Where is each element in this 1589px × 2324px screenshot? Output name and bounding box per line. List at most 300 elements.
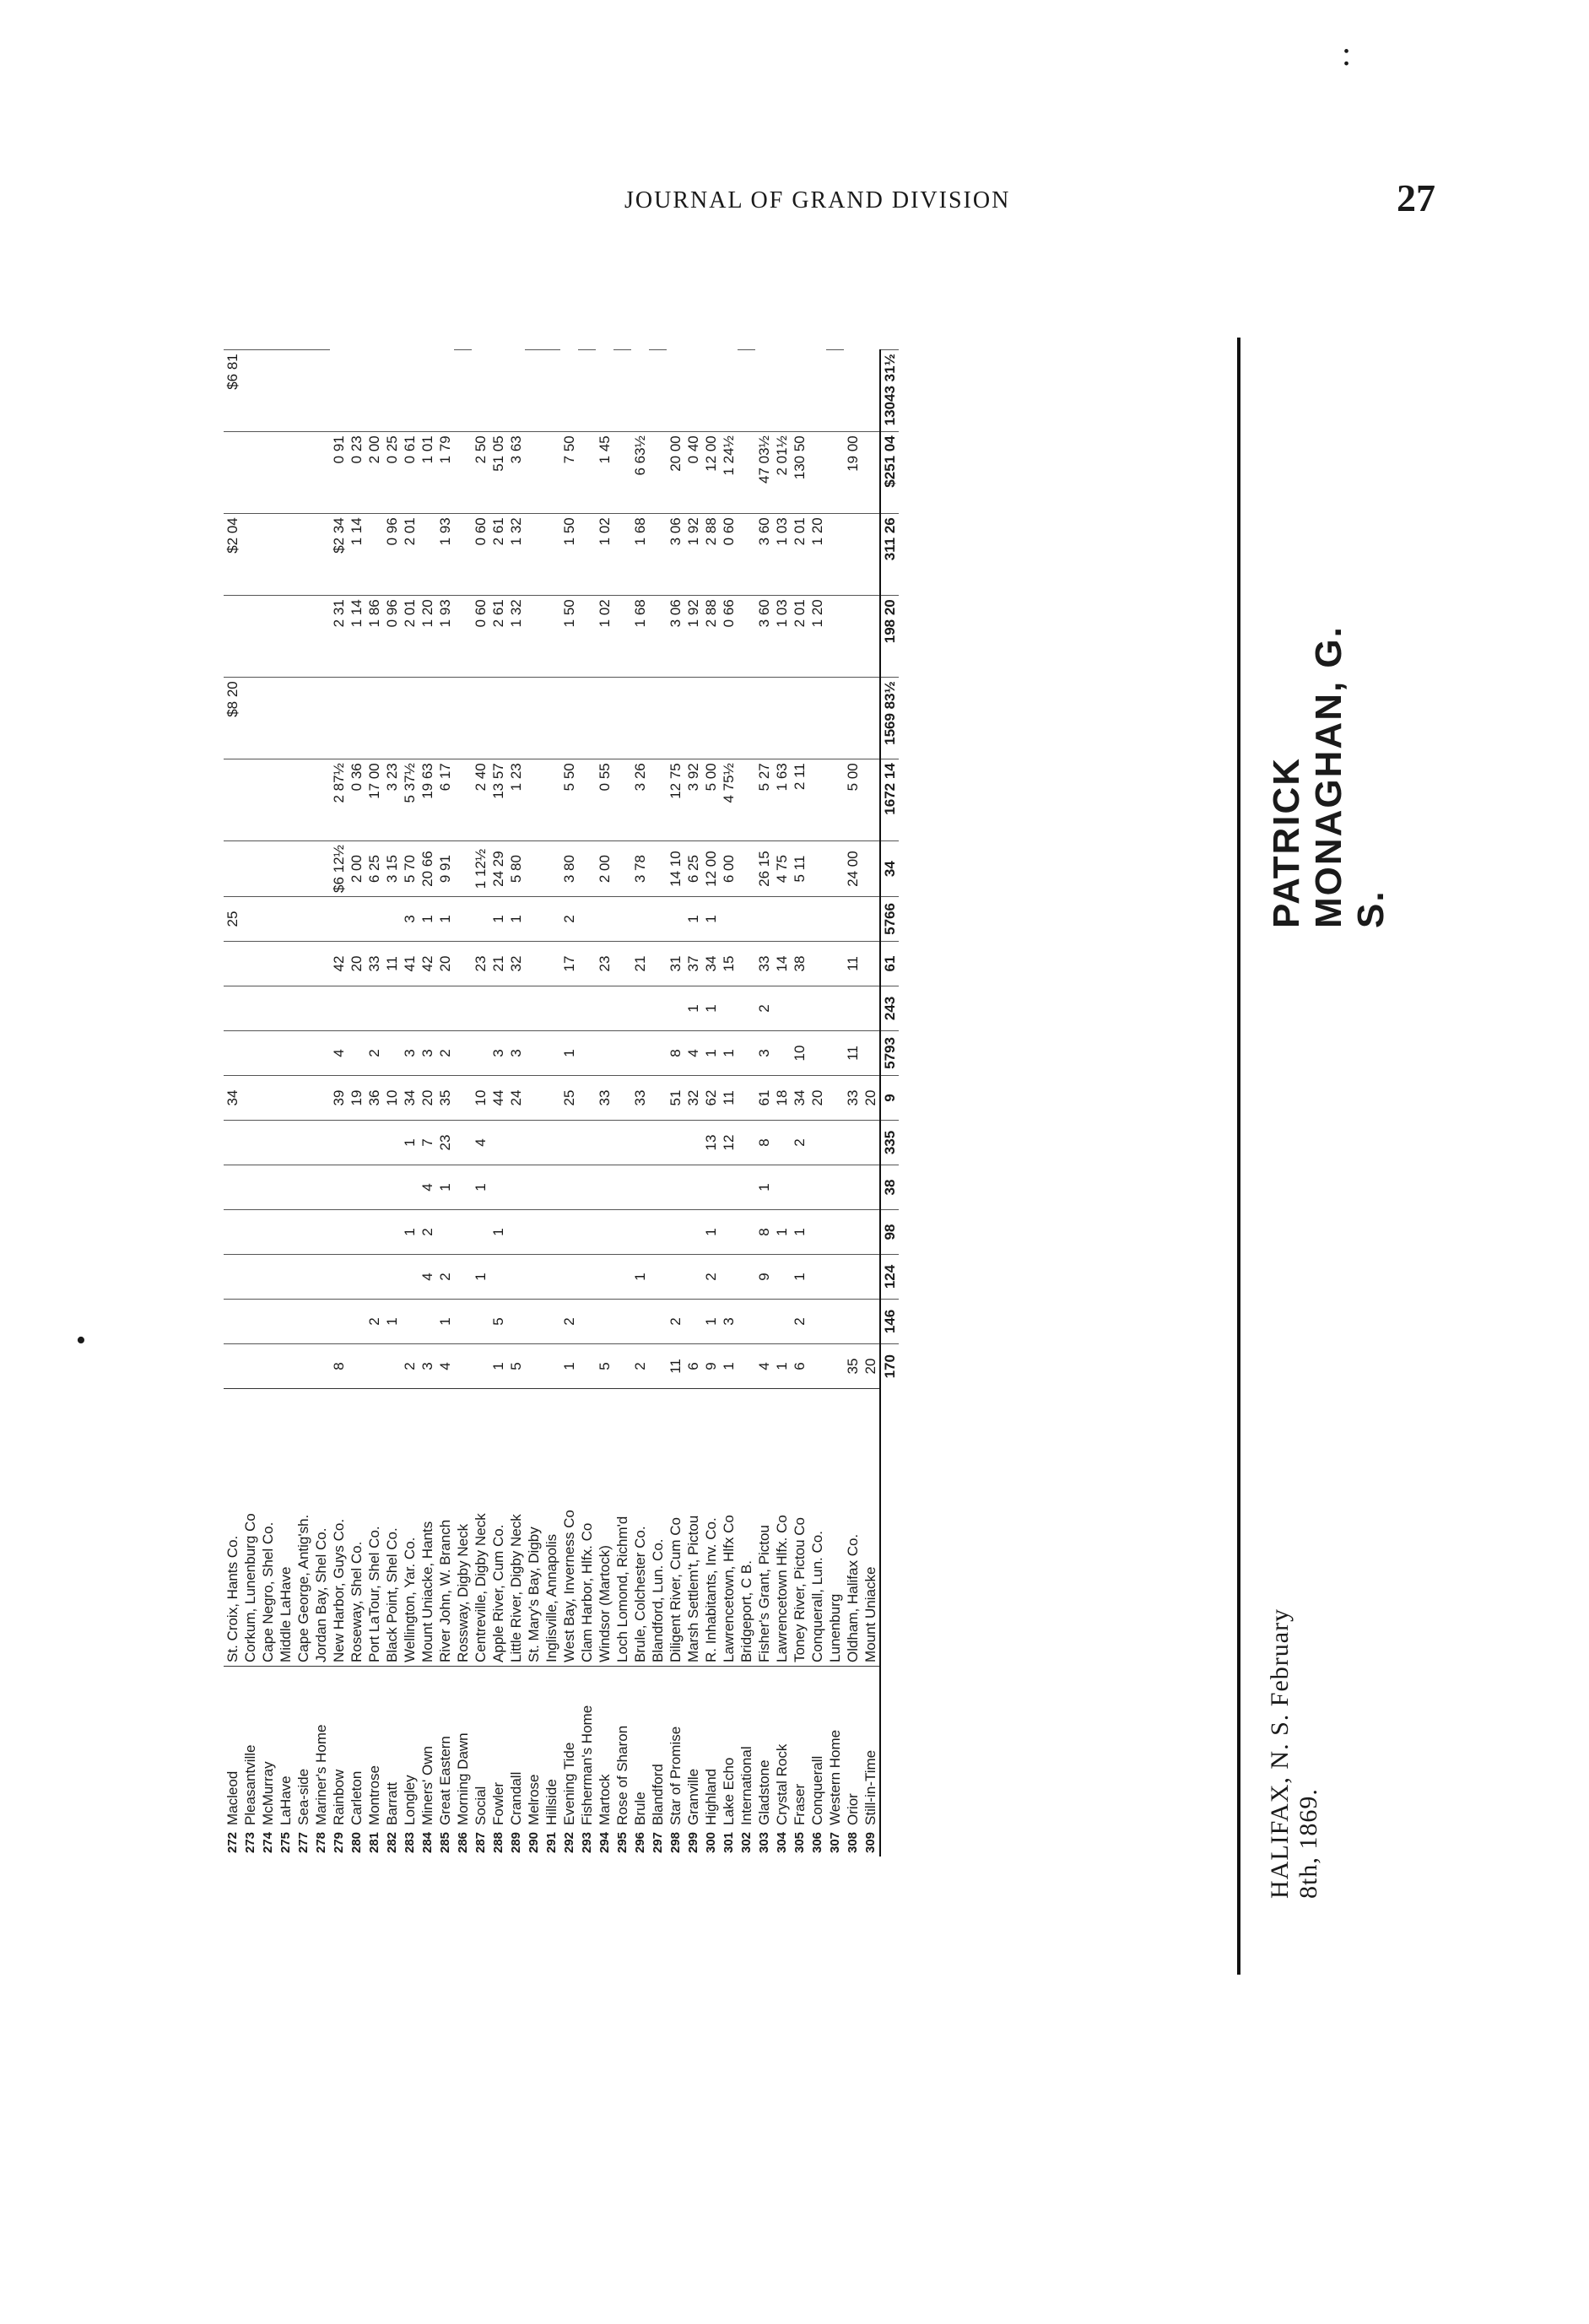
row-value bbox=[844, 896, 862, 941]
row-value: 2 bbox=[631, 1343, 649, 1388]
row-value: 2 bbox=[436, 1254, 454, 1299]
row-value: 1 bbox=[702, 896, 720, 941]
row-value: 1 24½ bbox=[720, 432, 738, 514]
row-value bbox=[295, 896, 312, 941]
row-value: 5 bbox=[489, 1299, 507, 1343]
row-value bbox=[241, 941, 259, 986]
row-value bbox=[259, 1299, 277, 1343]
lodge-name: Orior bbox=[844, 1666, 862, 1829]
row-value bbox=[631, 678, 649, 759]
row-value: 14 bbox=[773, 941, 791, 986]
row-value bbox=[578, 896, 596, 941]
row-value: 3 78 bbox=[631, 841, 649, 897]
row-value bbox=[613, 941, 631, 986]
lodge-location: Oldham, Halifax Co. bbox=[844, 1388, 862, 1666]
row-value: 44 bbox=[489, 1075, 507, 1120]
lodge-name: Pleasantville bbox=[241, 1666, 259, 1829]
row-value bbox=[613, 896, 631, 941]
lodge-number: 279 bbox=[332, 1831, 346, 1853]
row-value: 47 03½ bbox=[755, 432, 773, 514]
row-value bbox=[525, 1120, 543, 1165]
row-value bbox=[738, 350, 755, 432]
row-value: 2 01 bbox=[401, 596, 419, 678]
row-value: 2 01 bbox=[791, 514, 808, 596]
row-value: 2 bbox=[436, 1030, 454, 1075]
total-value: 5793 bbox=[880, 1030, 899, 1075]
row-value bbox=[525, 1209, 543, 1254]
row-value: 1 bbox=[436, 896, 454, 941]
lodge-name: Brule bbox=[631, 1666, 649, 1829]
row-value bbox=[862, 596, 880, 678]
row-value bbox=[330, 896, 348, 941]
row-value bbox=[259, 596, 277, 678]
row-value bbox=[419, 986, 436, 1030]
row-value bbox=[259, 1209, 277, 1254]
row-value: 2 bbox=[365, 1299, 383, 1343]
total-value: 34 bbox=[880, 841, 899, 897]
row-value bbox=[578, 986, 596, 1030]
row-value bbox=[578, 1120, 596, 1165]
row-value: 0 60 bbox=[472, 596, 489, 678]
row-value bbox=[844, 986, 862, 1030]
row-value bbox=[826, 1075, 844, 1120]
lodge-number: 291 bbox=[544, 1831, 559, 1853]
row-value bbox=[224, 986, 241, 1030]
row-value bbox=[791, 986, 808, 1030]
row-value bbox=[295, 514, 312, 596]
row-value bbox=[419, 678, 436, 759]
row-value bbox=[312, 514, 330, 596]
row-value: 2 01½ bbox=[773, 432, 791, 514]
margin-dot: • bbox=[76, 1325, 86, 1356]
row-value bbox=[667, 896, 684, 941]
row-value bbox=[454, 759, 472, 841]
row-value: 0 55 bbox=[596, 759, 613, 841]
row-value bbox=[862, 1209, 880, 1254]
lodge-location: Bridgeport, C B. bbox=[738, 1388, 755, 1666]
row-value: 1 bbox=[755, 1165, 773, 1209]
lodge-number: 273 bbox=[243, 1831, 257, 1853]
total-value: 170 bbox=[880, 1343, 899, 1388]
row-value bbox=[259, 1030, 277, 1075]
row-value bbox=[348, 1030, 365, 1075]
lodge-location: Cape Negro, Shel Co. bbox=[259, 1388, 277, 1666]
row-value bbox=[224, 841, 241, 897]
row-value: 2 bbox=[560, 1299, 578, 1343]
row-value: 1 bbox=[489, 1209, 507, 1254]
row-value bbox=[241, 596, 259, 678]
row-value: 51 bbox=[667, 1075, 684, 1120]
row-value bbox=[312, 1343, 330, 1388]
row-value bbox=[862, 678, 880, 759]
total-value: 38 bbox=[880, 1165, 899, 1209]
row-value: 11 bbox=[720, 1075, 738, 1120]
row-value: 130 50 bbox=[791, 432, 808, 514]
row-value: 4 bbox=[755, 1343, 773, 1388]
row-value bbox=[738, 1343, 755, 1388]
row-value: 5 80 bbox=[507, 841, 525, 897]
row-value bbox=[295, 678, 312, 759]
row-value bbox=[277, 986, 295, 1030]
row-value bbox=[489, 678, 507, 759]
row-value bbox=[224, 596, 241, 678]
row-value bbox=[773, 1120, 791, 1165]
row-value: 2 bbox=[560, 896, 578, 941]
row-value: 11 bbox=[667, 1343, 684, 1388]
row-value: 34 bbox=[401, 1075, 419, 1120]
lodge-name: Melrose bbox=[525, 1666, 543, 1829]
row-value bbox=[738, 1120, 755, 1165]
lodge-name: LaHave bbox=[277, 1666, 295, 1829]
row-value bbox=[826, 986, 844, 1030]
row-value bbox=[330, 986, 348, 1030]
row-value bbox=[684, 1120, 702, 1165]
lodge-location: Rossway, Digby Neck bbox=[454, 1388, 472, 1666]
signature: PATRICK MONAGHAN, G. S. bbox=[1266, 625, 1392, 928]
lodge-name: Crandall bbox=[507, 1666, 525, 1829]
lodge-location: Wellington, Yar. Co. bbox=[401, 1388, 419, 1666]
lodge-location: Lawrencetown Hlfx. Co bbox=[773, 1388, 791, 1666]
row-value bbox=[259, 350, 277, 432]
row-value: 12 00 bbox=[702, 432, 720, 514]
row-value bbox=[295, 1075, 312, 1120]
row-value bbox=[224, 941, 241, 986]
row-value bbox=[277, 1299, 295, 1343]
lodge-number: 274 bbox=[261, 1831, 275, 1853]
row-value bbox=[383, 1165, 401, 1209]
row-value bbox=[826, 941, 844, 986]
row-value: 1 bbox=[702, 986, 720, 1030]
row-value bbox=[613, 759, 631, 841]
row-value bbox=[649, 759, 667, 841]
row-value bbox=[241, 1120, 259, 1165]
row-value: 3 bbox=[507, 1030, 525, 1075]
row-value: 2 88 bbox=[702, 514, 720, 596]
row-value: 0 36 bbox=[348, 759, 365, 841]
row-value: 1 bbox=[684, 986, 702, 1030]
row-value: 6 25 bbox=[684, 841, 702, 897]
row-value: 3 80 bbox=[560, 841, 578, 897]
row-value: 33 bbox=[365, 941, 383, 986]
row-value bbox=[862, 986, 880, 1030]
row-value bbox=[543, 678, 560, 759]
row-value bbox=[738, 1299, 755, 1343]
row-value: 2 11 bbox=[791, 759, 808, 841]
row-value bbox=[649, 841, 667, 897]
row-value: 1 68 bbox=[631, 514, 649, 596]
lodge-location: Little River, Digby Neck bbox=[507, 1388, 525, 1666]
row-value: 38 bbox=[791, 941, 808, 986]
row-value bbox=[365, 896, 383, 941]
row-value bbox=[578, 1165, 596, 1209]
row-value: 6 25 bbox=[365, 841, 383, 897]
row-value: 20 66 bbox=[419, 841, 436, 897]
row-value: 1 bbox=[773, 1209, 791, 1254]
row-value: 39 bbox=[330, 1075, 348, 1120]
row-value: 20 bbox=[348, 941, 365, 986]
row-value bbox=[224, 1254, 241, 1299]
table-row bbox=[312, 350, 330, 1856]
row-value: 13 57 bbox=[489, 759, 507, 841]
table-row bbox=[241, 350, 259, 1856]
table-row bbox=[472, 350, 489, 1856]
row-value: 0 66 bbox=[720, 596, 738, 678]
row-value: 42 bbox=[330, 941, 348, 986]
row-value bbox=[348, 678, 365, 759]
lodge-number: 301 bbox=[722, 1831, 736, 1853]
row-value bbox=[773, 1165, 791, 1209]
row-value bbox=[241, 1030, 259, 1075]
row-value bbox=[454, 432, 472, 514]
row-value bbox=[489, 1165, 507, 1209]
row-value bbox=[383, 678, 401, 759]
row-value bbox=[720, 1165, 738, 1209]
row-value bbox=[224, 1209, 241, 1254]
row-value: 7 50 bbox=[560, 432, 578, 514]
lodge-number: 287 bbox=[473, 1831, 488, 1853]
journal-title: JOURNAL OF GRAND DIVISION bbox=[624, 187, 1011, 213]
row-value bbox=[295, 432, 312, 514]
row-value: 2 bbox=[419, 1209, 436, 1254]
lodge-location: Port LaTour, Shel Co. bbox=[365, 1388, 383, 1666]
row-value: $2 04 bbox=[224, 514, 241, 596]
row-value bbox=[844, 1120, 862, 1165]
row-value bbox=[596, 896, 613, 941]
table-row bbox=[295, 350, 312, 1856]
row-value bbox=[738, 896, 755, 941]
lodge-number: 306 bbox=[810, 1831, 824, 1853]
row-value bbox=[277, 896, 295, 941]
table-row bbox=[436, 350, 454, 1856]
row-value: 23 bbox=[596, 941, 613, 986]
row-value bbox=[348, 1165, 365, 1209]
row-value bbox=[312, 759, 330, 841]
row-value: 4 bbox=[436, 1343, 454, 1388]
row-value bbox=[560, 678, 578, 759]
row-value: 1 14 bbox=[348, 596, 365, 678]
row-value bbox=[543, 1343, 560, 1388]
lodge-number: 278 bbox=[314, 1831, 328, 1853]
row-value bbox=[613, 1165, 631, 1209]
row-value: 3 63 bbox=[507, 432, 525, 514]
table-row bbox=[401, 350, 419, 1856]
row-value bbox=[454, 350, 472, 432]
row-value bbox=[525, 1254, 543, 1299]
lodge-name: Rainbow bbox=[330, 1666, 348, 1829]
table-row bbox=[791, 350, 808, 1856]
lodge-number: 305 bbox=[792, 1831, 807, 1853]
row-value: 11 bbox=[844, 941, 862, 986]
table-row bbox=[702, 350, 720, 1856]
row-value bbox=[578, 841, 596, 897]
returns-table bbox=[224, 349, 899, 1856]
row-value: 1 92 bbox=[684, 596, 702, 678]
row-value: 2 bbox=[667, 1299, 684, 1343]
row-value: 18 bbox=[773, 1075, 791, 1120]
row-value bbox=[277, 1209, 295, 1254]
row-value bbox=[844, 1209, 862, 1254]
row-value bbox=[649, 514, 667, 596]
row-value bbox=[383, 1343, 401, 1388]
row-value bbox=[773, 986, 791, 1030]
row-value bbox=[489, 1254, 507, 1299]
row-value bbox=[472, 986, 489, 1030]
row-value: 8 bbox=[755, 1120, 773, 1165]
row-value bbox=[684, 1165, 702, 1209]
row-value bbox=[365, 678, 383, 759]
row-value bbox=[684, 678, 702, 759]
row-value: 6 bbox=[791, 1343, 808, 1388]
row-value bbox=[525, 1075, 543, 1120]
row-value bbox=[578, 514, 596, 596]
row-value bbox=[507, 1165, 525, 1209]
row-value: 1 92 bbox=[684, 514, 702, 596]
row-value bbox=[649, 1299, 667, 1343]
lodge-name: Crystal Rock bbox=[773, 1666, 791, 1829]
row-value bbox=[454, 1343, 472, 1388]
row-value bbox=[348, 1343, 365, 1388]
row-value bbox=[649, 1030, 667, 1075]
row-value bbox=[241, 1075, 259, 1120]
row-value bbox=[224, 1120, 241, 1165]
row-value bbox=[543, 1299, 560, 1343]
row-value bbox=[525, 841, 543, 897]
row-value bbox=[472, 1343, 489, 1388]
row-value bbox=[525, 514, 543, 596]
row-value bbox=[295, 1299, 312, 1343]
row-value bbox=[259, 759, 277, 841]
row-value bbox=[826, 1120, 844, 1165]
lodge-number: 284 bbox=[420, 1831, 435, 1853]
row-value: 20 bbox=[862, 1075, 880, 1120]
row-value bbox=[862, 896, 880, 941]
row-value bbox=[844, 596, 862, 678]
row-value bbox=[543, 1075, 560, 1120]
lodge-number: 293 bbox=[580, 1831, 594, 1853]
row-value bbox=[383, 1030, 401, 1075]
row-value bbox=[649, 350, 667, 432]
row-value bbox=[613, 596, 631, 678]
row-value: 1 bbox=[560, 1030, 578, 1075]
row-value bbox=[348, 1120, 365, 1165]
lodge-number: 285 bbox=[438, 1831, 452, 1853]
lodge-location: St. Croix, Hants Co. bbox=[224, 1388, 241, 1666]
row-value: 21 bbox=[489, 941, 507, 986]
row-value bbox=[755, 678, 773, 759]
row-value: 0 23 bbox=[348, 432, 365, 514]
row-value bbox=[525, 1030, 543, 1075]
row-value bbox=[773, 896, 791, 941]
table-row bbox=[224, 350, 241, 1856]
row-value bbox=[649, 678, 667, 759]
row-value bbox=[241, 841, 259, 897]
lodge-location: New Harbor, Guys Co. bbox=[330, 1388, 348, 1666]
row-value bbox=[667, 1209, 684, 1254]
row-value bbox=[720, 986, 738, 1030]
row-value bbox=[454, 941, 472, 986]
table-row bbox=[684, 350, 702, 1856]
row-value bbox=[241, 1299, 259, 1343]
row-value bbox=[596, 1120, 613, 1165]
lodge-location: R. Inhabitants, Inv. Co. bbox=[702, 1388, 720, 1666]
row-value: 3 06 bbox=[667, 596, 684, 678]
row-value: 2 00 bbox=[596, 841, 613, 897]
lodge-location: Clam Harbor, Hlfx. Co bbox=[578, 1388, 596, 1666]
row-value bbox=[525, 432, 543, 514]
total-value: 311 26 bbox=[880, 514, 899, 596]
row-value bbox=[720, 678, 738, 759]
row-value bbox=[826, 1209, 844, 1254]
table-row bbox=[808, 350, 826, 1856]
row-value bbox=[613, 1343, 631, 1388]
row-value bbox=[826, 1343, 844, 1388]
row-value bbox=[507, 1254, 525, 1299]
row-value bbox=[277, 350, 295, 432]
row-value bbox=[862, 514, 880, 596]
row-value bbox=[525, 1299, 543, 1343]
row-value bbox=[383, 1209, 401, 1254]
row-value bbox=[596, 678, 613, 759]
row-value bbox=[738, 1254, 755, 1299]
row-value bbox=[525, 1343, 543, 1388]
row-value: 24 29 bbox=[489, 841, 507, 897]
lodge-name: Sea-side bbox=[295, 1666, 312, 1829]
row-value bbox=[241, 514, 259, 596]
row-value bbox=[259, 1075, 277, 1120]
lodge-location: Loch Lomond, Richm'd bbox=[613, 1388, 631, 1666]
row-value bbox=[826, 432, 844, 514]
lodge-number: 289 bbox=[509, 1831, 523, 1853]
row-value bbox=[277, 1120, 295, 1165]
row-value: 1 bbox=[419, 896, 436, 941]
row-value bbox=[454, 841, 472, 897]
row-value: 2 31 bbox=[330, 596, 348, 678]
row-value: 3 60 bbox=[755, 514, 773, 596]
row-value: 2 00 bbox=[365, 432, 383, 514]
row-value bbox=[507, 1299, 525, 1343]
row-value: 3 bbox=[419, 1030, 436, 1075]
row-value bbox=[684, 1299, 702, 1343]
row-value: 2 01 bbox=[401, 514, 419, 596]
lodge-location: Roseway, Shel Co. bbox=[348, 1388, 365, 1666]
row-value bbox=[312, 350, 330, 432]
row-value: 0 40 bbox=[684, 432, 702, 514]
lodge-name: Star of Promise bbox=[667, 1666, 684, 1829]
row-value bbox=[259, 941, 277, 986]
lodge-location: Corkum, Lunenburg Co bbox=[241, 1388, 259, 1666]
lodge-location: River John, W. Branch bbox=[436, 1388, 454, 1666]
row-value bbox=[295, 1343, 312, 1388]
lodge-number: 309 bbox=[863, 1831, 878, 1853]
row-value: 3 bbox=[489, 1030, 507, 1075]
row-value: 2 bbox=[401, 1343, 419, 1388]
row-value bbox=[259, 1343, 277, 1388]
table-row bbox=[277, 350, 295, 1856]
row-value: 4 75 bbox=[773, 841, 791, 897]
row-value bbox=[543, 596, 560, 678]
row-value bbox=[649, 986, 667, 1030]
row-value bbox=[312, 596, 330, 678]
row-value: 32 bbox=[507, 941, 525, 986]
row-value: $2 34 bbox=[330, 514, 348, 596]
row-value bbox=[241, 986, 259, 1030]
row-value bbox=[862, 1299, 880, 1343]
row-value bbox=[241, 759, 259, 841]
row-value bbox=[454, 678, 472, 759]
row-value bbox=[489, 986, 507, 1030]
lodge-number: 302 bbox=[739, 1831, 754, 1853]
row-value bbox=[348, 1209, 365, 1254]
